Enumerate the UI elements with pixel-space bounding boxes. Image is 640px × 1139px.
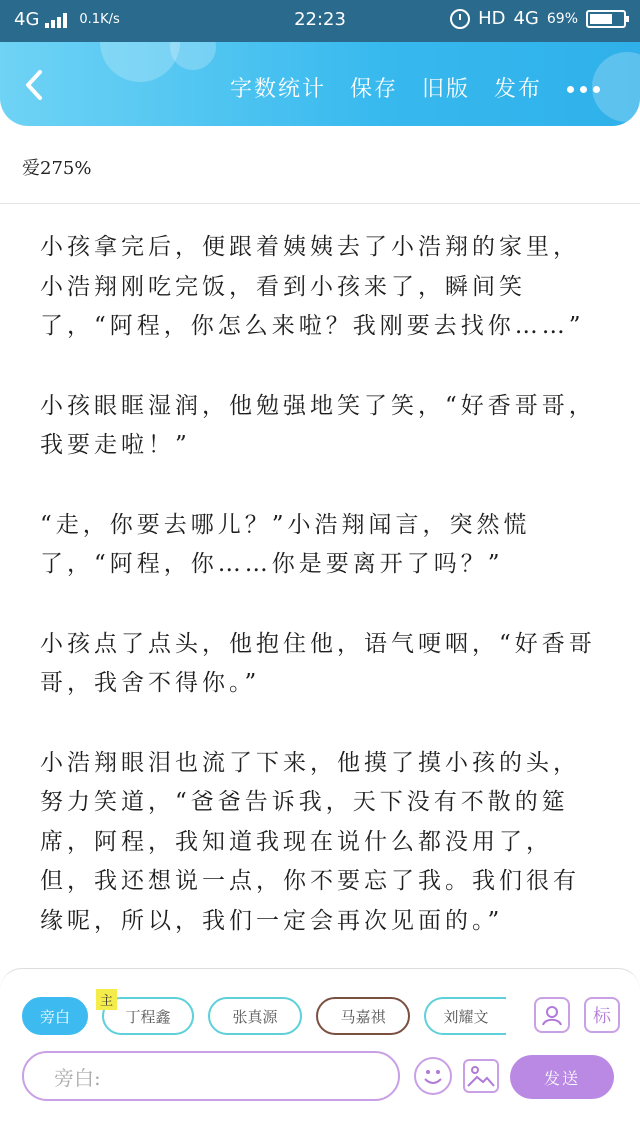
role-chip[interactable]: 丁程鑫	[102, 997, 194, 1035]
role-chip-wrap	[100, 994, 194, 1035]
old-version-button[interactable]: 旧版	[422, 77, 471, 102]
chevron-left-icon	[20, 68, 50, 102]
role-chip[interactable]: 刘耀文	[424, 997, 506, 1035]
battery-icon	[586, 10, 626, 28]
hd-label: HD	[478, 8, 506, 29]
decor-bubble	[100, 42, 180, 82]
battery-fill	[590, 14, 612, 24]
paragraph: 小孩眼眶湿润，他勉强地笑了笑，“好香哥哥，我要走啦！”	[40, 392, 596, 458]
network-speed: 0.1K/s	[79, 12, 120, 27]
back-button[interactable]	[20, 68, 50, 102]
paragraph: 小孩拿完后，便跟着姨姨去了小浩翔的家里，小浩翔刚吃完饭，看到小孩来了，瞬间笑了，“阿程，你怎么来啦？我刚要去找你……”	[40, 234, 585, 339]
more-dots-icon[interactable]	[567, 86, 600, 93]
app-header	[0, 42, 640, 126]
composer-panel	[0, 968, 640, 1139]
role-chips	[22, 994, 506, 1035]
tag-icon[interactable]: 标	[584, 997, 620, 1033]
network-type: 4G	[14, 9, 40, 30]
chapter-title[interactable]: 爱275%	[22, 158, 92, 179]
divider	[0, 203, 640, 204]
role-chip-narrator[interactable]: 旁白	[22, 997, 88, 1035]
status-right	[450, 8, 626, 29]
decor-bubble	[170, 42, 216, 70]
smiley-icon[interactable]	[414, 1057, 452, 1095]
paragraph: “走，你要去哪儿？”小浩翔闻言，突然慌了，“阿程，你……你是要离开了吗？”	[40, 511, 531, 577]
save-button[interactable]: 保存	[350, 77, 399, 102]
role-chip[interactable]: 马嘉祺	[316, 997, 410, 1035]
paragraph: 小孩点了点头，他抱住他，语气哽咽，“好香哥哥，我舍不得你。”	[40, 630, 596, 696]
story-content[interactable]	[40, 228, 600, 981]
battery-percent: 69%	[546, 10, 578, 27]
send-button[interactable]: 发送	[510, 1055, 614, 1099]
network-type-2: 4G	[513, 8, 539, 29]
header-menu	[230, 72, 542, 103]
publish-button[interactable]: 发布	[494, 77, 543, 102]
image-icon[interactable]	[463, 1059, 499, 1093]
main-role-tag: 主	[96, 989, 117, 1010]
paragraph: 小浩翔眼泪也流了下来，他摸了摸小孩的头，努力笑道，“爸爸告诉我，天下没有不散的筵席，阿程，我知道我现在说什么都没用了，但，我还想说一点，你不要忘了我。我们很有缘呢，所以，我们一定会再次见面的。”	[40, 749, 580, 934]
status-bar	[0, 0, 640, 42]
message-input[interactable]: 旁白:	[22, 1051, 400, 1101]
alarm-icon	[450, 9, 470, 29]
clock-time: 22:23	[294, 9, 346, 30]
role-chip[interactable]: 张真源	[208, 997, 302, 1035]
person-card-icon[interactable]	[534, 997, 570, 1033]
word-count-button[interactable]: 字数统计	[230, 77, 327, 102]
